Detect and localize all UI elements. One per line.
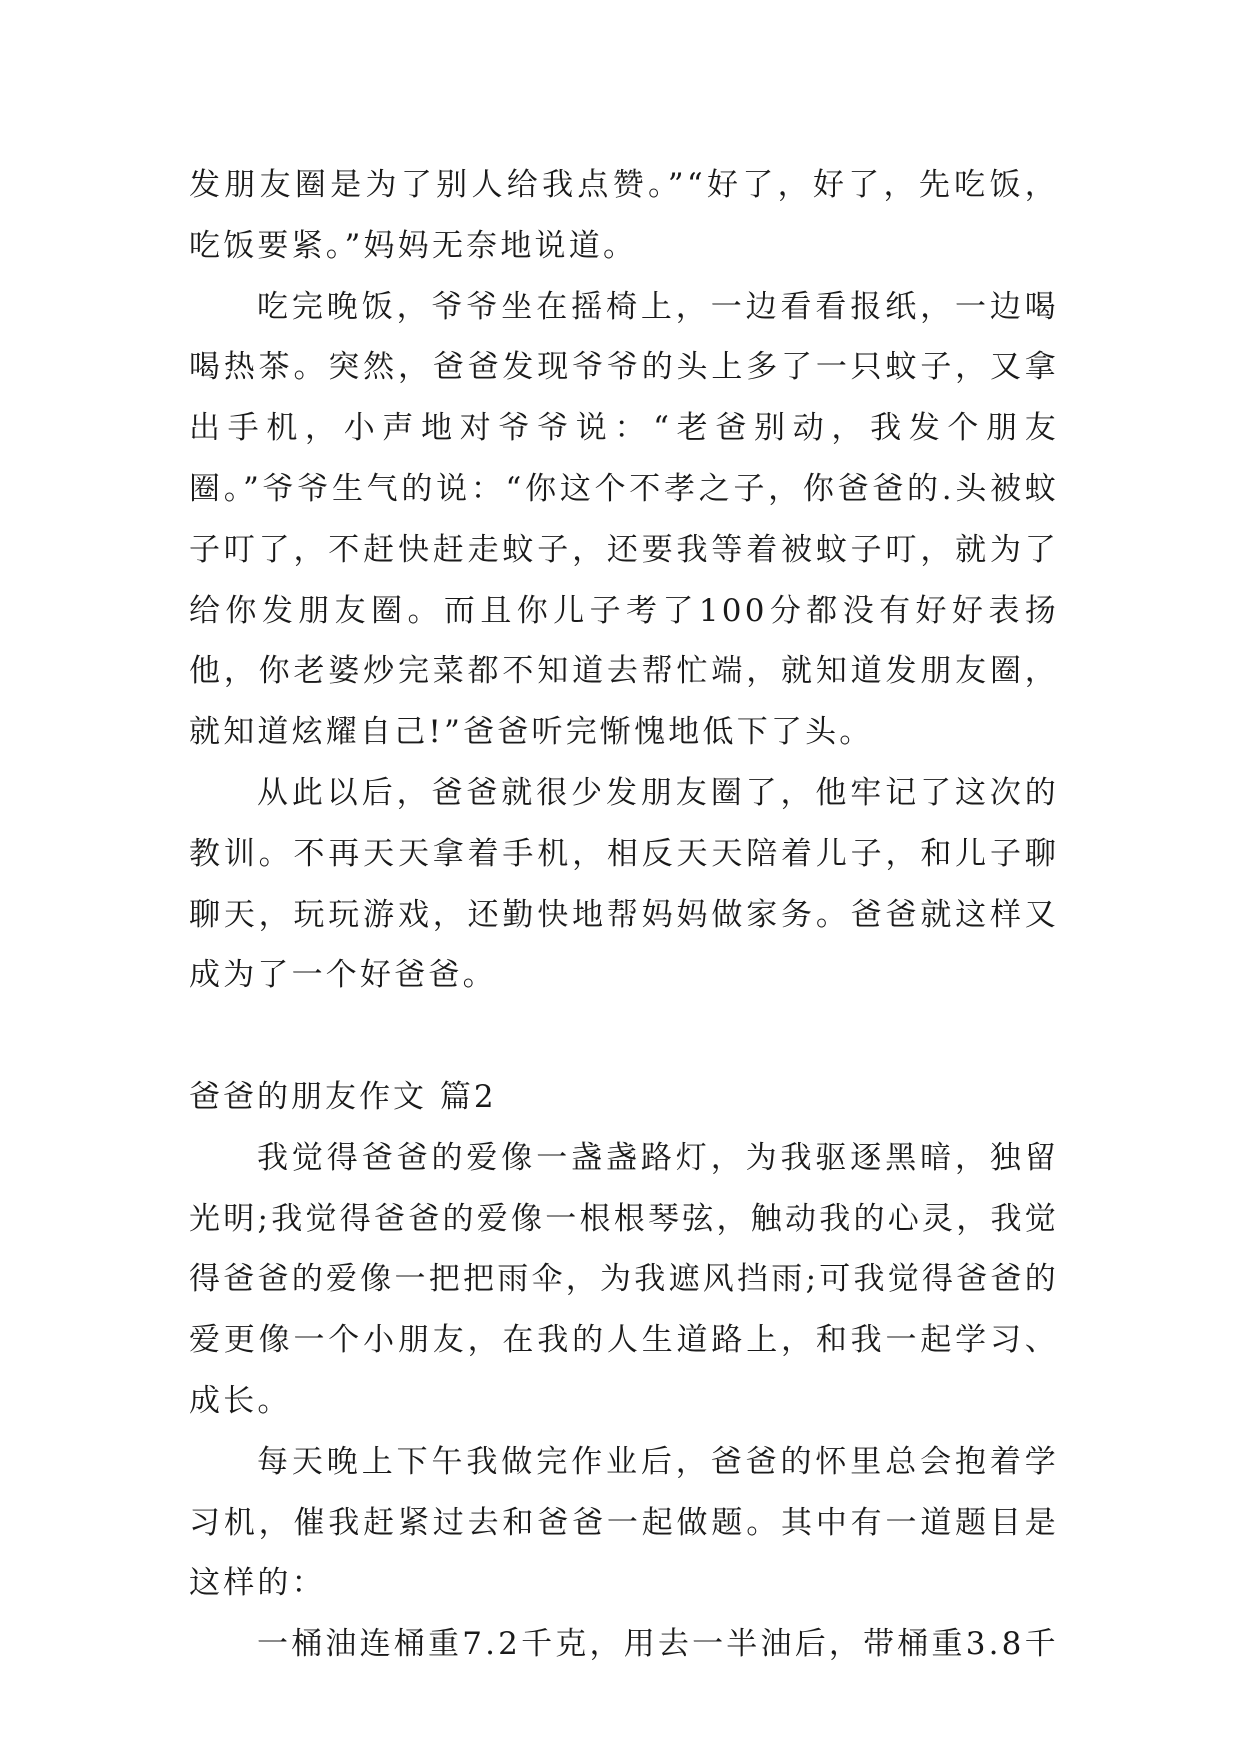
document-page xyxy=(189,155,1059,1675)
paragraph-math-problem: 一桶油连桶重7.2千克，用去一半油后，带桶重3.8千 xyxy=(257,1626,1059,1663)
paragraph-homework: 每天晚上下午我做完作业后，爸爸的怀里总会抱着学习机，催我赶紧过去和爸爸一起做题。其中有一道题目是这样的： xyxy=(189,1443,1059,1602)
paragraph-continuation: 发朋友圈是为了别人给我点赞。”“好了，好了，先吃饭，吃饭要紧。”妈妈无奈地说道。 xyxy=(189,167,1059,264)
paragraph-dinner: 吃完晚饭，爷爷坐在摇椅上，一边看看报纸，一边喝喝热茶。突然，爸爸发现爷爷的头上多了一只蚊子，又拿出手机，小声地对爷爷说：“老爸别动，我发个朋友圈。”爷爷生气的说：“你这个不孝之子，你爸爸的.头被蚊子叮了，不赶快赶走蚊子，还要我等着被蚊子叮，就为了给你发朋友圈。而且你儿子考了100分都没有好好表扬他，你老婆炒完菜都不知道去帮忙端，就知道发朋友圈，就知道炫耀自己!”爸爸听完惭愧地低下了头。 xyxy=(189,288,1059,751)
paragraph-conclusion: 从此以后，爸爸就很少发朋友圈了，他牢记了这次的教训。不再天天拿着手机，相反天天陪着儿子，和儿子聊聊天，玩玩游戏，还勤快地帮妈妈做家务。爸爸就这样又成为了一个好爸爸。 xyxy=(189,774,1059,994)
section-heading: 爸爸的朋友作文 篇2 xyxy=(189,1078,497,1115)
paragraph-metaphor: 我觉得爸爸的爱像一盏盏路灯，为我驱逐黑暗，独留光明;我觉得爸爸的爱像一根根琴弦，触动我的心灵，我觉得爸爸的爱像一把把雨伞，为我遮风挡雨;可我觉得爸爸的爱更像一个小朋友，在我的人生道路上，和我一起学习、成长。 xyxy=(189,1139,1059,1419)
